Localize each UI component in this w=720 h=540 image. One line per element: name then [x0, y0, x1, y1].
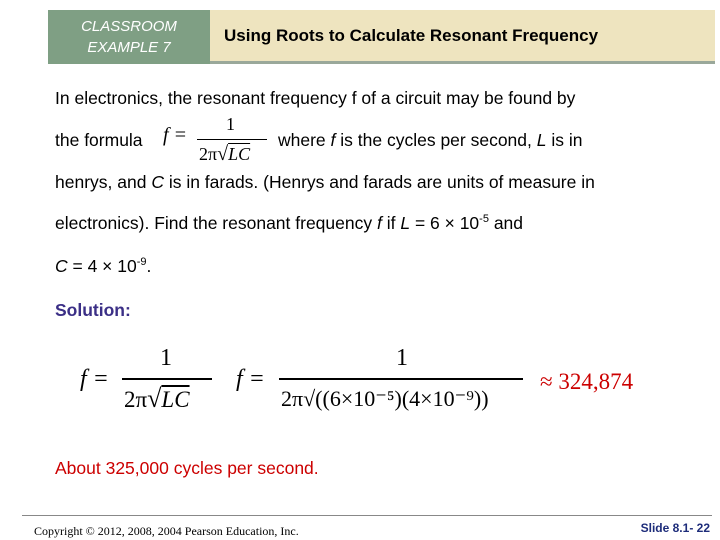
solution-fraction-bar	[122, 378, 212, 380]
solution2-fraction-bar	[279, 378, 523, 380]
para-line-1: In electronics, the resonant frequency f of a circuit may be found by	[55, 88, 576, 108]
slide-title: Using Roots to Calculate Resonant Frequency	[224, 26, 599, 45]
sqrt-lc-2: LC	[161, 387, 190, 412]
var-c: C	[151, 172, 164, 192]
line4-end: and	[488, 213, 524, 233]
approx-result: ≈ 324,874	[540, 369, 634, 394]
solution2-formula-lhs: f =	[236, 366, 265, 392]
answer-text: About 325,000 cycles per second.	[55, 458, 319, 478]
para-line-2-suffix	[278, 130, 582, 151]
suffix-where: where	[278, 130, 331, 150]
var-f-2: f	[376, 213, 382, 233]
solution-formula-lhs: f =	[80, 366, 109, 392]
badge-line1: CLASSROOM	[81, 18, 177, 35]
example-badge	[48, 10, 210, 64]
line4-exp: -5	[479, 213, 489, 226]
solution-label: Solution:	[55, 300, 131, 320]
var-f: f	[330, 130, 336, 150]
solution2-denominator: 2π√((6×10⁻⁵)(4×10⁻⁹))	[281, 386, 489, 411]
solution2-numerator: 1	[396, 345, 408, 371]
para-line-5	[55, 256, 151, 277]
inline-formula-denominator: 2π√LC	[199, 143, 251, 165]
line5-eq: = 4 × 10	[67, 256, 137, 276]
line4-eq: = 6 × 10	[410, 213, 480, 233]
header-bar	[210, 10, 715, 64]
line4-pre: electronics). Find the resonant frequency	[55, 213, 377, 233]
line5-end: .	[146, 256, 152, 276]
para-line-2	[55, 130, 143, 151]
line4-mid: if	[381, 213, 401, 233]
badge-line2: EXAMPLE 7	[87, 39, 171, 56]
footer-divider	[22, 515, 712, 516]
sqrt-lc: LC	[228, 144, 251, 164]
var-l: L	[536, 130, 547, 150]
solution-denominator: 2π√LC	[124, 384, 190, 413]
two-pi: 2π	[199, 144, 218, 164]
var-c-2: C	[55, 256, 68, 276]
inline-formula-lhs: f =	[163, 124, 188, 146]
two-pi-2: 2π	[124, 387, 148, 412]
formula-prefix: the formula	[55, 130, 143, 150]
line3-post: is in farads. (Henrys and farads are units of measure in	[163, 172, 595, 192]
line3-pre: henrys, and	[55, 172, 152, 192]
inline-fraction-bar	[197, 139, 267, 140]
slide-number: Slide 8.1- 22	[640, 521, 710, 535]
copyright: Copyright © 2012, 2008, 2004 Pearson Education, Inc.	[34, 524, 299, 538]
para-line-4	[55, 213, 523, 234]
inline-formula-numerator: 1	[226, 114, 235, 134]
suffix-cycles: is the cycles per second,	[335, 130, 537, 150]
para-line-3	[55, 172, 595, 193]
line5-exp: -9	[136, 256, 147, 269]
suffix-in: is in	[546, 130, 583, 150]
solution-numerator: 1	[160, 345, 172, 371]
var-l-2: L	[400, 213, 411, 233]
